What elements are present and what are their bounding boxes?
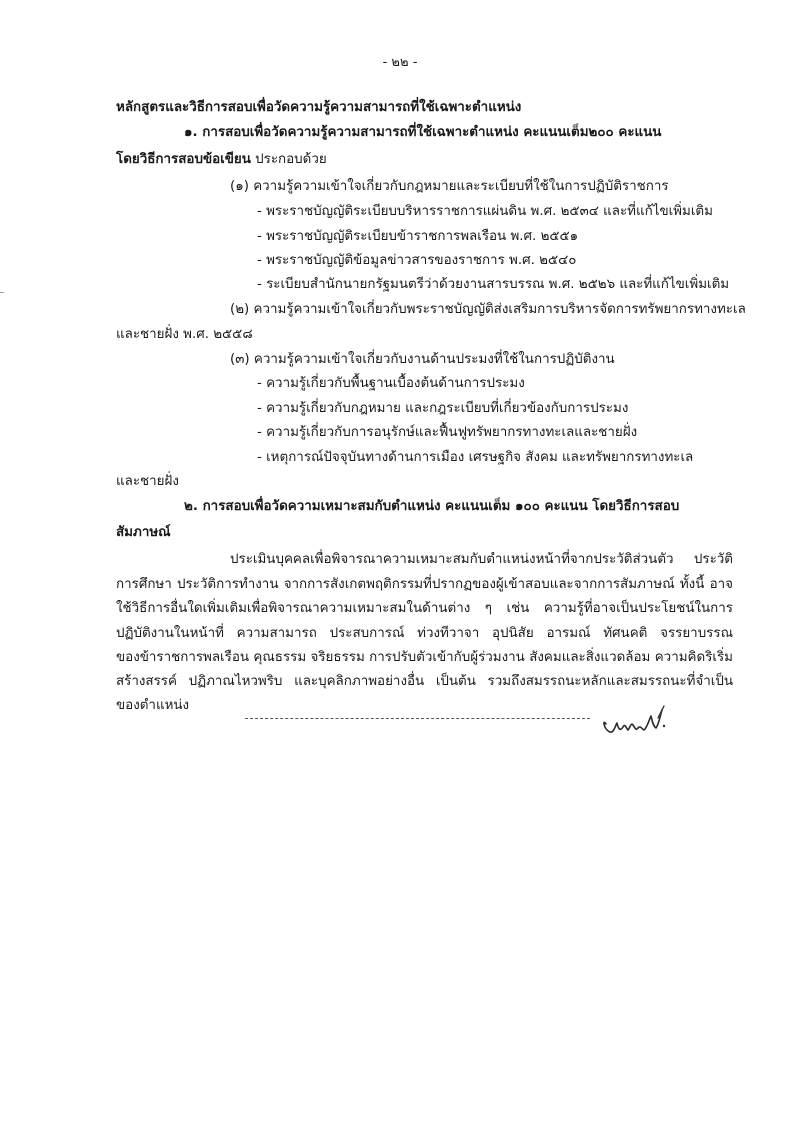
section-2-title-line-2: สัมภาษณ์ bbox=[116, 525, 171, 540]
item-1-sub: - พระราชบัญญัติระเบียบข้าราชการพลเรือน พ.ศ. ๒๕๕๑ bbox=[257, 229, 579, 244]
item-1-sub: - พระราชบัญญัติระเบียบบริหารราชการแผ่นดิน พ.ศ. ๒๕๓๔ และที่แก้ไขเพิ่มเติม bbox=[257, 204, 713, 219]
section-2-paragraph-line: ของข้าราชการพลเรือน คุณธรรม จริยธรรม การปรับตัวเข้ากับผู้ร่วมงาน สังคมและสิ่งแวดล้อม ความคิดริเริ่ม bbox=[116, 650, 733, 665]
document-heading: หลักสูตรและวิธีการสอบเพื่อวัดความรู้ความสามารถที่ใช้เฉพาะตำแหน่ง bbox=[116, 100, 522, 115]
item-3-label: (๓) ความรู้ความเข้าใจเกี่ยวกับงานด้านประมงที่ใช้ในการปฏิบัติงาน bbox=[230, 352, 615, 367]
scan-mark bbox=[0, 292, 4, 293]
item-3-sub-last-line-1: - เหตุการณ์ปัจจุบันทางด้านการเมือง เศรษฐกิจ สังคม และทรัพยากรทางทะเล bbox=[257, 450, 694, 465]
item-1-sub: - ระเบียบสำนักนายกรัฐมนตรีว่าด้วยงานสารบรรณ พ.ศ. ๒๕๒๖ และที่แก้ไขเพิ่มเติม bbox=[257, 277, 730, 292]
item-2-line-2: และชายฝั่ง พ.ศ. ๒๕๕๘ bbox=[116, 327, 253, 342]
section-2-title-line-1: ๒. การสอบเพื่อวัดความเหมาะสมกับตำแหน่ง คะแนนเต็ม ๑๐๐ คะแนน โดยวิธีการสอบ bbox=[184, 499, 680, 514]
item-3-sub: - ความรู้เกี่ยวกับการอนุรักษ์และฟื้นฟูทรัพยากรทางทะเลและชายฝั่ง bbox=[257, 425, 638, 440]
handwritten-signature bbox=[598, 698, 670, 744]
end-divider bbox=[245, 718, 590, 719]
item-1-sub: - พระราชบัญญัติข้อมูลข่าวสารของราชการ พ.ศ. ๒๕๔๐ bbox=[257, 253, 577, 268]
item-2-line-1: (๒) ความรู้ความเข้าใจเกี่ยวกับพระราชบัญญัติส่งเสริมการบริหารจัดการทรัพยากรทางทะเล bbox=[230, 302, 746, 317]
section-1-title: ๑. การสอบเพื่อวัดความรู้ความสามารถที่ใช้เฉพาะตำแหน่ง คะแนนเต็ม๒๐๐ คะแนน bbox=[184, 125, 662, 140]
page-number: - ๒๒ - bbox=[382, 55, 418, 70]
item-1-label: (๑) ความรู้ความเข้าใจเกี่ยวกับกฎหมายและระเบียบที่ใช้ในการปฏิบัติราชการ bbox=[230, 179, 669, 194]
section-2-paragraph-line: สร้างสรรค์ ปฏิภาณไหวพริบ และบุคลิกภาพอย่างอื่น เป็นต้น รวมถึงสมรรถนะหลักและสมรรถนะที่จำเป็น bbox=[116, 674, 733, 689]
section-2-paragraph-line: ของตำแหน่ง bbox=[116, 698, 190, 713]
item-3-sub-last-line-2: และชายฝั่ง bbox=[116, 474, 179, 489]
section-2-paragraph-line: ใช้วิธีการอื่นใดเพิ่มเติมเพื่อพิจารณาความเหมาะสมในด้านต่าง ๆ เช่น ความรู้ที่อาจเป็นประโยชน์ในการ bbox=[116, 601, 733, 616]
section-1-method bbox=[116, 150, 327, 170]
section-1-method-rest: ประกอบด้วย bbox=[250, 152, 327, 167]
section-2-paragraph-line: ปฏิบัติงานในหน้าที่ ความสามารถ ประสบการณ์ ท่วงทีวาจา อุปนิสัย อารมณ์ ทัศนคติ จรรยาบรรณ bbox=[116, 626, 733, 641]
item-3-sub: - ความรู้เกี่ยวกับกฎหมาย และกฎระเบียบที่เกี่ยวข้องกับการประมง bbox=[257, 401, 629, 416]
item-3-sub: - ความรู้เกี่ยวกับพื้นฐานเบื้องต้นด้านการประมง bbox=[257, 376, 525, 391]
section-2-paragraph-line: ประเมินบุคคลเพื่อพิจารณาความเหมาะสมกับตำแหน่งหน้าที่จากประวัติส่วนตัว ประวัติ bbox=[230, 552, 733, 567]
section-1-method-bold: โดยวิธีการสอบข้อเขียน bbox=[116, 152, 251, 167]
section-2-paragraph-line: การศึกษา ประวัติการทำงาน จากการสังเกตพฤติกรรมที่ปรากฏของผู้เข้าสอบและจากการสัมภาษณ์ ทั้งนี้ อาจ bbox=[116, 577, 733, 592]
